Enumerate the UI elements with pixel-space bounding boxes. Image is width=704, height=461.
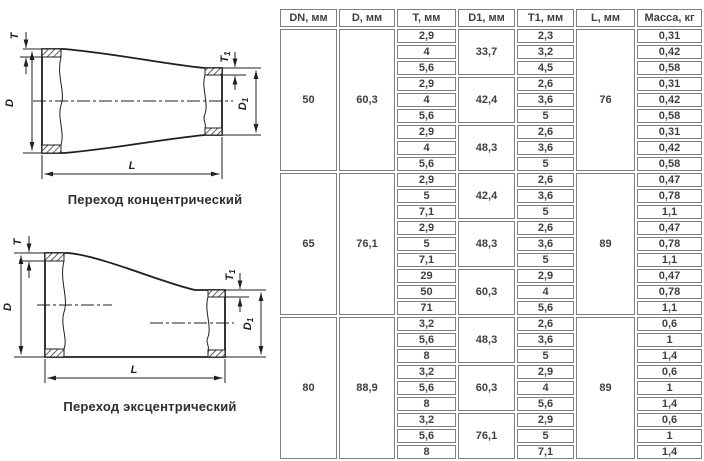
- t-cell: 8: [397, 397, 456, 411]
- mass-cell: 0,78: [637, 237, 702, 251]
- mass-cell: 0,42: [637, 93, 702, 107]
- column-header: DN, мм: [280, 9, 337, 27]
- t1-cell: 5: [517, 109, 574, 123]
- d1-cell: 60,3: [458, 269, 515, 315]
- t-cell: 50: [397, 285, 456, 299]
- t1-cell: 2,9: [517, 365, 574, 379]
- t1-cell: 2,9: [517, 413, 574, 427]
- dn-cell: 65: [280, 173, 337, 315]
- mass-cell: 0,31: [637, 29, 702, 43]
- dn-cell: 50: [280, 29, 337, 171]
- t-cell: 3,2: [397, 413, 456, 427]
- label-T1: T1: [224, 269, 237, 281]
- t-cell: 2,9: [397, 77, 456, 91]
- t1-cell: 3,6: [517, 237, 574, 251]
- t1-cell: 4,5: [517, 61, 574, 75]
- mass-cell: 1,1: [637, 205, 702, 219]
- t-cell: 29: [397, 269, 456, 283]
- t-cell: 4: [397, 141, 456, 155]
- mass-cell: 0,58: [637, 157, 702, 171]
- t1-cell: 4: [517, 381, 574, 395]
- t-cell: 2,9: [397, 29, 456, 43]
- t-cell: 7,1: [397, 253, 456, 267]
- mass-cell: 0,31: [637, 77, 702, 91]
- label-L: L: [130, 364, 138, 376]
- t1-cell: 3,6: [517, 141, 574, 155]
- table-row: [280, 29, 702, 43]
- mass-cell: 1,1: [637, 301, 702, 315]
- mass-cell: 0,42: [637, 141, 702, 155]
- t-cell: 5,6: [397, 333, 456, 347]
- header-row: [280, 9, 702, 27]
- t-cell: 8: [397, 445, 456, 459]
- label-D1: D1: [237, 97, 250, 111]
- d1-cell: 48,3: [458, 317, 515, 363]
- table-row: [280, 173, 702, 187]
- t1-cell: 2,9: [517, 269, 574, 283]
- label-D: D: [4, 99, 16, 107]
- d1-cell: 60,3: [458, 365, 515, 411]
- concentric-reducer-diagram: [0, 8, 275, 220]
- t1-cell: 2,6: [517, 125, 574, 139]
- d-cell: 60,3: [339, 29, 395, 171]
- t-cell: 4: [397, 45, 456, 59]
- table-row: [280, 317, 702, 331]
- label-T: T: [9, 32, 21, 40]
- mass-cell: 1,1: [637, 253, 702, 267]
- l-cell: 76: [576, 29, 635, 171]
- d1-cell: 33,7: [458, 29, 515, 75]
- t-cell: 71: [397, 301, 456, 315]
- mass-cell: 0,47: [637, 221, 702, 235]
- t1-cell: 3,6: [517, 189, 574, 203]
- concentric-caption: Переход концентрический: [67, 192, 243, 207]
- column-header: D1, мм: [458, 9, 515, 27]
- label-D1: D1: [242, 317, 255, 331]
- mass-cell: 0,58: [637, 109, 702, 123]
- mass-cell: 1,4: [637, 445, 702, 459]
- mass-cell: 0,6: [637, 365, 702, 379]
- column-header: L, мм: [576, 9, 635, 27]
- t-cell: 3,2: [397, 365, 456, 379]
- t1-cell: 2,6: [517, 221, 574, 235]
- break-line-small-end: [207, 297, 209, 350]
- d1-cell: 48,3: [458, 221, 515, 267]
- label-L: L: [128, 160, 136, 172]
- mass-cell: 0,47: [637, 269, 702, 283]
- t1-cell: 2,3: [517, 29, 574, 43]
- t-cell: 5,6: [397, 381, 456, 395]
- t-cell: 5,6: [397, 61, 456, 75]
- t1-cell: 3,6: [517, 93, 574, 107]
- t-cell: 5: [397, 189, 456, 203]
- d-cell: 76,1: [339, 173, 395, 315]
- t-cell: 5,6: [397, 429, 456, 443]
- t-cell: 5: [397, 237, 456, 251]
- mass-cell: 0,78: [637, 285, 702, 299]
- mass-cell: 1: [637, 381, 702, 395]
- mass-cell: 0,78: [637, 189, 702, 203]
- label-D: D: [2, 303, 14, 311]
- mass-cell: 0,6: [637, 413, 702, 427]
- spec-table: [278, 7, 704, 461]
- t1-cell: 3,6: [517, 333, 574, 347]
- t-cell: 5,6: [397, 109, 456, 123]
- mass-cell: 0,42: [637, 45, 702, 59]
- d1-cell: 42,4: [458, 77, 515, 123]
- d-cell: 88,9: [339, 317, 395, 459]
- mass-cell: 0,6: [637, 317, 702, 331]
- t-cell: 2,9: [397, 125, 456, 139]
- t-cell: 7,1: [397, 205, 456, 219]
- d1-cell: 48,3: [458, 125, 515, 171]
- t1-cell: 5,6: [517, 397, 574, 411]
- label-T1: T1: [219, 51, 232, 63]
- column-header: T1, мм: [517, 9, 574, 27]
- eccentric-caption: Переход эксцентрический: [63, 399, 237, 414]
- t1-cell: 4: [517, 285, 574, 299]
- column-header: T, мм: [397, 9, 456, 27]
- t1-cell: 5: [517, 157, 574, 171]
- mass-cell: 0,58: [637, 61, 702, 75]
- t1-cell: 3,2: [517, 45, 574, 59]
- t1-cell: 2,6: [517, 173, 574, 187]
- t1-cell: 2,6: [517, 77, 574, 91]
- t1-cell: 5,6: [517, 301, 574, 315]
- l-cell: 89: [576, 173, 635, 315]
- t-cell: 3,2: [397, 317, 456, 331]
- t-cell: 5,6: [397, 157, 456, 171]
- column-header: Масса, кг: [637, 9, 702, 27]
- mass-cell: 0,47: [637, 173, 702, 187]
- column-header: D, мм: [339, 9, 395, 27]
- l-cell: 89: [576, 317, 635, 459]
- mass-cell: 1,4: [637, 397, 702, 411]
- t1-cell: 5: [517, 429, 574, 443]
- t1-cell: 7,1: [517, 445, 574, 459]
- t1-cell: 5: [517, 253, 574, 267]
- dimension-L: [42, 137, 222, 179]
- t1-cell: 5: [517, 349, 574, 363]
- mass-cell: 1,4: [637, 349, 702, 363]
- label-T: T: [12, 238, 24, 246]
- dn-cell: 80: [280, 317, 337, 459]
- d1-cell: 76,1: [458, 413, 515, 459]
- t1-cell: 5: [517, 205, 574, 219]
- t-cell: 2,9: [397, 173, 456, 187]
- eccentric-reducer-diagram: [0, 222, 275, 450]
- mass-cell: 1: [637, 333, 702, 347]
- d1-cell: 42,4: [458, 173, 515, 219]
- t1-cell: 2,6: [517, 317, 574, 331]
- mass-cell: 0,31: [637, 125, 702, 139]
- t-cell: 2,9: [397, 221, 456, 235]
- mass-cell: 1: [637, 429, 702, 443]
- t-cell: 4: [397, 93, 456, 107]
- t-cell: 8: [397, 349, 456, 363]
